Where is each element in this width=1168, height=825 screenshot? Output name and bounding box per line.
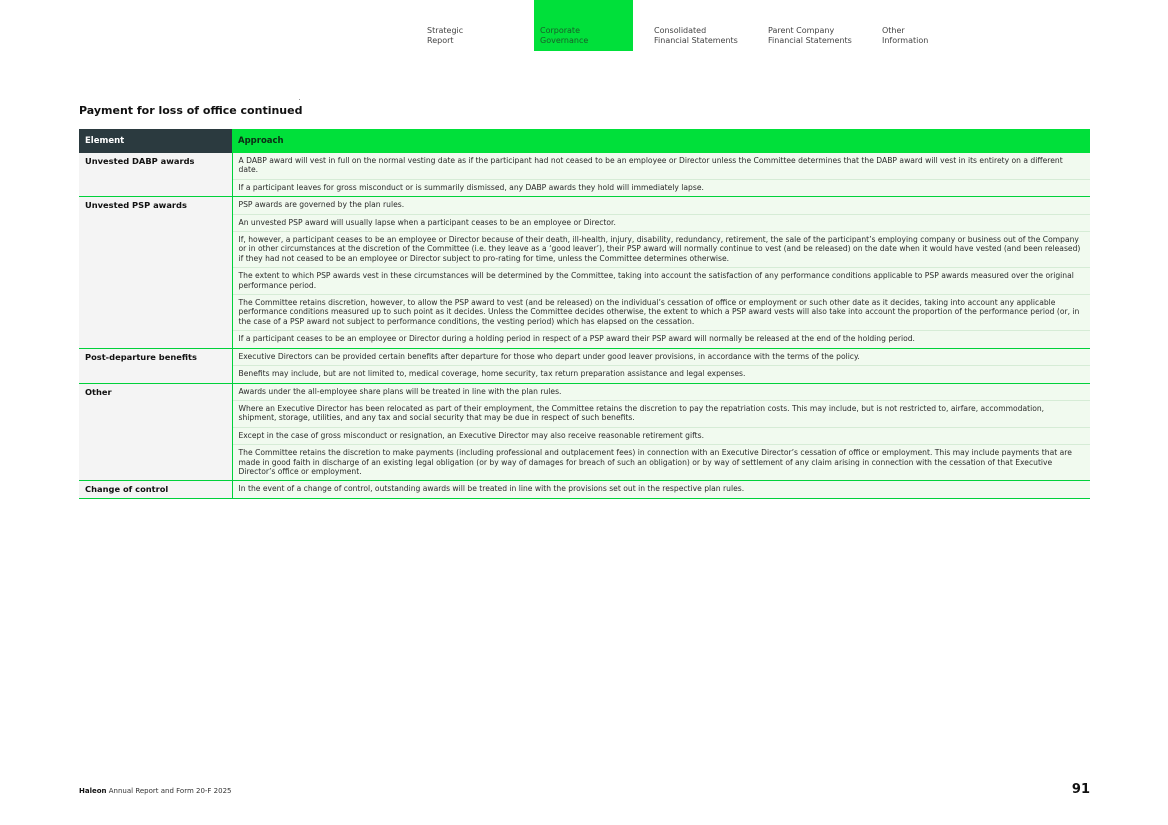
nav-label: Information bbox=[882, 36, 929, 45]
table-header-row bbox=[79, 129, 1090, 153]
footer-brand: Haleon bbox=[79, 787, 107, 795]
element-cell: Other bbox=[79, 383, 232, 481]
nav-corporate-governance[interactable] bbox=[534, 0, 633, 51]
approach-paragraph: The Committee retains the discretion to make payments (including professional and outplacement fees) in connection with an Executive Director’s cessation of office or employment. This may include payments that are made in good faith in discharge of an existing legal obligation (or by way of damages for breach of such an obligation) or by way of settlement of any claim arising in connection with the cessation of that Executive Director’s office or employment. bbox=[238, 448, 1072, 476]
element-cell: Change of control bbox=[79, 481, 232, 498]
approach-paragraph: The extent to which PSP awards vest in these circumstances will be determined by the Committee, taking into account the satisfaction of any performance conditions applicable to PSP awards measured over the original performance period. bbox=[233, 268, 1091, 295]
nav-label: Strategic bbox=[427, 26, 464, 35]
page-number: 91 bbox=[1071, 782, 1090, 797]
element-cell: Unvested PSP awards bbox=[79, 197, 232, 348]
approach-paragraph: Executive Directors can be provided certain benefits after departure for those who depart under good leaver provisions, in accordance with the terms of the policy. bbox=[233, 349, 1091, 366]
approach-cell bbox=[232, 348, 1090, 383]
approach-cell bbox=[232, 197, 1090, 348]
footer-text: Annual Report and Form 20-F 2025 bbox=[106, 787, 232, 795]
nav-label: Parent Company bbox=[768, 26, 835, 35]
nav-consolidated-financial-statements[interactable] bbox=[648, 0, 758, 51]
nav-other-information[interactable] bbox=[876, 0, 986, 51]
nav-label: Other bbox=[882, 26, 905, 35]
nav-strategic-report[interactable] bbox=[421, 0, 531, 51]
approach-paragraph: If a participant ceases to be an employee or Director during a holding period in respect of a PSP award their PSP award will normally be released at the end of the holding period. bbox=[238, 334, 915, 344]
nav-label: Financial Statements bbox=[654, 36, 738, 45]
table-row bbox=[79, 348, 1090, 383]
nav-label: Corporate bbox=[540, 26, 580, 35]
approach-cell bbox=[232, 383, 1090, 481]
approach-paragraph: In the event of a change of control, outstanding awards will be treated in line with the provisions set out in the respective plan rules. bbox=[238, 484, 745, 494]
approach-paragraph: If a participant leaves for gross misconduct or is summarily dismissed, any DABP awards they hold will immediately lapse. bbox=[238, 182, 704, 192]
approach-paragraph: A DABP award will vest in full on the normal vesting date as if the participant had not ceased to be an employee or Director unless the Committee determines that the DABP award will vest in its entirety on a different date. bbox=[233, 153, 1091, 180]
header-element: Element bbox=[79, 129, 232, 153]
approach-paragraph: If, however, a participant ceases to be an employee or Director because of their death, ill-health, injury, disability, redundancy, retirement, the sale of the participant’s employing company or business out of the Company or in other circumstances at the discretion of the Committee (i.e. they leave as a ‘good leaver’), their PSP award will normally continue to vest (and be released) on the date when it would have vested (and been released) if they had not ceased to be an employee or Director subject to pro-rating for time, unless the Committee determines otherwise. bbox=[233, 232, 1091, 268]
section-title bbox=[79, 104, 302, 117]
approach-paragraph: PSP awards are governed by the plan rules. bbox=[233, 197, 1091, 214]
table-row bbox=[79, 197, 1090, 348]
loss-of-office-table bbox=[79, 129, 1090, 499]
header-approach: Approach bbox=[232, 129, 1090, 153]
table-row bbox=[79, 383, 1090, 481]
approach-cell bbox=[232, 481, 1090, 498]
approach-paragraph: Except in the case of gross misconduct or resignation, an Executive Director may also receive reasonable retirement gifts. bbox=[233, 428, 1091, 445]
approach-paragraph: The Committee retains discretion, however, to allow the PSP award to vest (and be released) on the individual’s cessation of office or employment or such other date as it decides, taking into account any applicable performance conditions measured up to such point as it decides. Unless the Committee decides otherwise, the extent to which a PSP award vests will also take into account the proportion of the performance period (or, in the case of a PSP award not subject to performance conditions, the vesting period) which has elapsed on the cessation. bbox=[233, 295, 1091, 331]
approach-paragraph: Benefits may include, but are not limited to, medical coverage, home security, tax return preparation assistance and legal expenses. bbox=[238, 369, 746, 379]
table-row bbox=[79, 153, 1090, 197]
approach-paragraph: An unvested PSP award will usually lapse when a participant ceases to be an employee or Director. bbox=[233, 215, 1091, 232]
nav-label: Governance bbox=[540, 36, 589, 45]
element-cell: Unvested DABP awards bbox=[79, 153, 232, 197]
nav-label: Report bbox=[427, 36, 454, 45]
nav-parent-company-financial-statements[interactable] bbox=[762, 0, 872, 51]
table-row bbox=[79, 481, 1090, 498]
footer-report-title bbox=[79, 787, 232, 795]
section-title-main: Payment for loss of office bbox=[79, 104, 237, 117]
section-title-suffix: continued bbox=[236, 104, 303, 117]
decorative-dot bbox=[299, 99, 300, 100]
approach-paragraph: Awards under the all-employee share plans will be treated in line with the plan rules. bbox=[233, 384, 1091, 401]
element-cell: Post-departure benefits bbox=[79, 348, 232, 383]
approach-cell bbox=[232, 153, 1090, 197]
nav-label: Financial Statements bbox=[768, 36, 852, 45]
section-navigation bbox=[0, 0, 1168, 52]
nav-label: Consolidated bbox=[654, 26, 707, 35]
approach-paragraph: Where an Executive Director has been relocated as part of their employment, the Committee retains the discretion to pay the repatriation costs. This may include, but is not restricted to, airfare, accommodation, shipment, storage, utilities, and any tax and social security that may be due in respect of such benefits. bbox=[233, 401, 1091, 428]
